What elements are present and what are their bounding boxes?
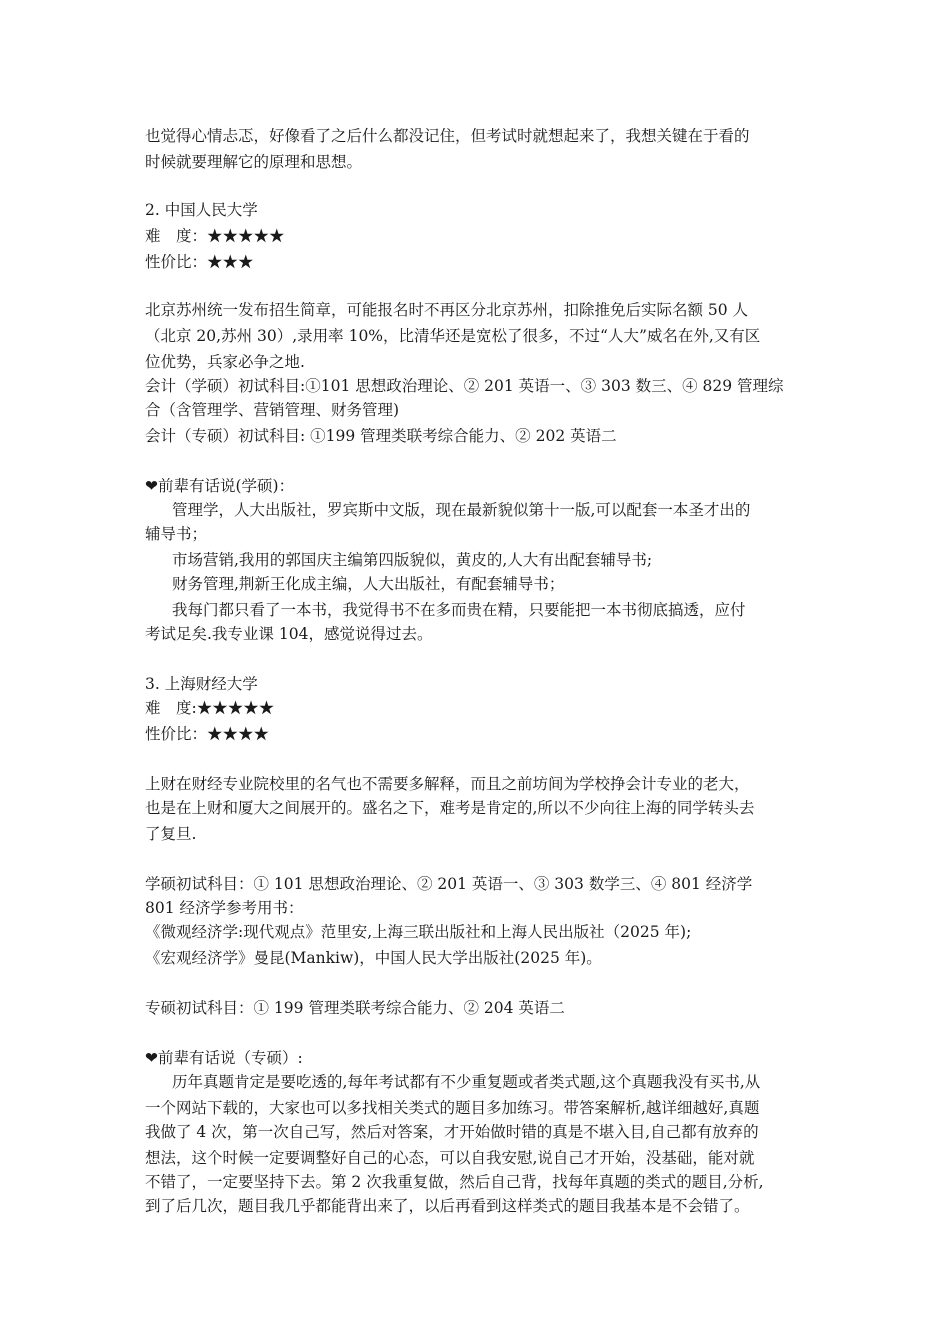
intro-line-2: 时候就要理解它的原理和思想。 bbox=[145, 153, 363, 171]
sufe-paragraph-line: 了复旦. bbox=[145, 825, 197, 843]
sufe-advice-line: 想法，这个时候一定要调整好自己的心态，可以自我安慰,说自己才开始，没基础，能对就 bbox=[145, 1149, 755, 1167]
ruc-paragraph-line: 会计（学硕）初试科目:①101 思想政治理论、② 201 英语一、③ 303 数三、④ 829 管理综 bbox=[145, 377, 784, 395]
ruc-advice-line: 管理学，人大出版社，罗宾斯中文版，现在最新貌似第十一版,可以配套一本圣才出的 bbox=[172, 501, 751, 519]
intro-line-1: 也觉得心情忐忑，好像看了之后什么都没记住，但考试时就想起来了，我想关键在于看的 bbox=[145, 127, 750, 145]
section-heading-sufe: 3. 上海财经大学 bbox=[145, 675, 258, 693]
sufe-professional-subjects: 专硕初试科目：① 199 管理类联考综合能力、② 204 英语二 bbox=[145, 999, 565, 1017]
sufe-subjects-line: 学硕初试科目：① 101 思想政治理论、② 201 英语一、③ 303 数学三、④ 801 经济学 bbox=[145, 875, 753, 893]
ruc-paragraph-line: 合（含管理学、营销管理、财务管理) bbox=[145, 401, 400, 419]
sufe-subjects-line: 801 经济学参考用书： bbox=[145, 899, 304, 917]
sufe-subjects-line: 《宏观经济学》曼昆(Mankiw)，中国人民大学出版社(2025 年)。 bbox=[145, 949, 602, 967]
sufe-difficulty: 难 度:★★★★★ bbox=[145, 699, 275, 717]
ruc-value-rating: 性价比：★★★ bbox=[145, 253, 254, 271]
ruc-advice-title: ❤前辈有话说(学硕)： bbox=[145, 477, 295, 495]
ruc-advice-line: 市场营销,我用的郭国庆主编第四版貌似，黄皮的,人大有出配套辅导书; bbox=[172, 551, 653, 569]
sufe-advice-line: 到了后几次，题目我几乎都能背出来了，以后再看到这样类式的题目我基本是不会错了。 bbox=[145, 1197, 750, 1215]
ruc-advice-line: 我每门都只看了一本书，我觉得书不在多而贵在精，只要能把一本书彻底搞透，应付 bbox=[172, 601, 746, 619]
sufe-advice-line: 历年真题肯定是要吃透的,每年考试都有不少重复题或者类式题,这个真题我没有买书,从 bbox=[172, 1073, 761, 1091]
ruc-advice-line: 辅导书； bbox=[145, 525, 208, 543]
sufe-paragraph-line: 也是在上财和厦大之间展开的。盛名之下，难考是肯定的,所以不少向往上海的同学转头去 bbox=[145, 799, 755, 817]
ruc-difficulty: 难 度：★★★★★ bbox=[145, 227, 285, 245]
section-heading-ruc: 2. 中国人民大学 bbox=[145, 201, 258, 219]
ruc-advice-line: 考试足矣.我专业课 104，感觉说得过去。 bbox=[145, 625, 433, 643]
sufe-subjects-line: 《微观经济学:现代观点》范里安,上海三联出版社和上海人民出版社（2025 年); bbox=[145, 923, 692, 941]
ruc-paragraph-line: 会计（专硕）初试科目: ①199 管理类联考综合能力、② 202 英语二 bbox=[145, 427, 617, 445]
ruc-paragraph-line: 北京苏州统一发布招生简章，可能报名时不再区分北京苏州，扣除推免后实际名额 50 人 bbox=[145, 301, 749, 319]
sufe-advice-line: 我做了 4 次，第一次自己写，然后对答案，才开始做时错的真是不堪入目,自己都有放弃的 bbox=[145, 1123, 759, 1141]
ruc-advice-line: 财务管理,荆新王化成主编，人大出版社，有配套辅导书； bbox=[172, 575, 565, 593]
sufe-advice-line: 不错了，一定要坚持下去。第 2 次我重复做，然后自己背，找每年真题的类式的题目,分析, bbox=[145, 1173, 764, 1191]
ruc-paragraph-line: 位优势，兵家必争之地. bbox=[145, 353, 305, 371]
sufe-value-rating: 性价比：★★★★ bbox=[145, 725, 270, 743]
sufe-advice-title: ❤前辈有话说（专硕）: bbox=[145, 1049, 303, 1067]
ruc-paragraph-line: （北京 20,苏州 30）,录用率 10%，比清华还是宽松了很多，不过“人大”威名在外,又有区 bbox=[145, 327, 761, 345]
sufe-paragraph-line: 上财在财经专业院校里的名气也不需要多解释，而且之前坊间为学校挣会计专业的老大， bbox=[145, 775, 750, 793]
sufe-advice-line: 一个网站下载的，大家也可以多找相关类式的题目多加练习。带答案解析,越详细越好,真题 bbox=[145, 1099, 760, 1117]
